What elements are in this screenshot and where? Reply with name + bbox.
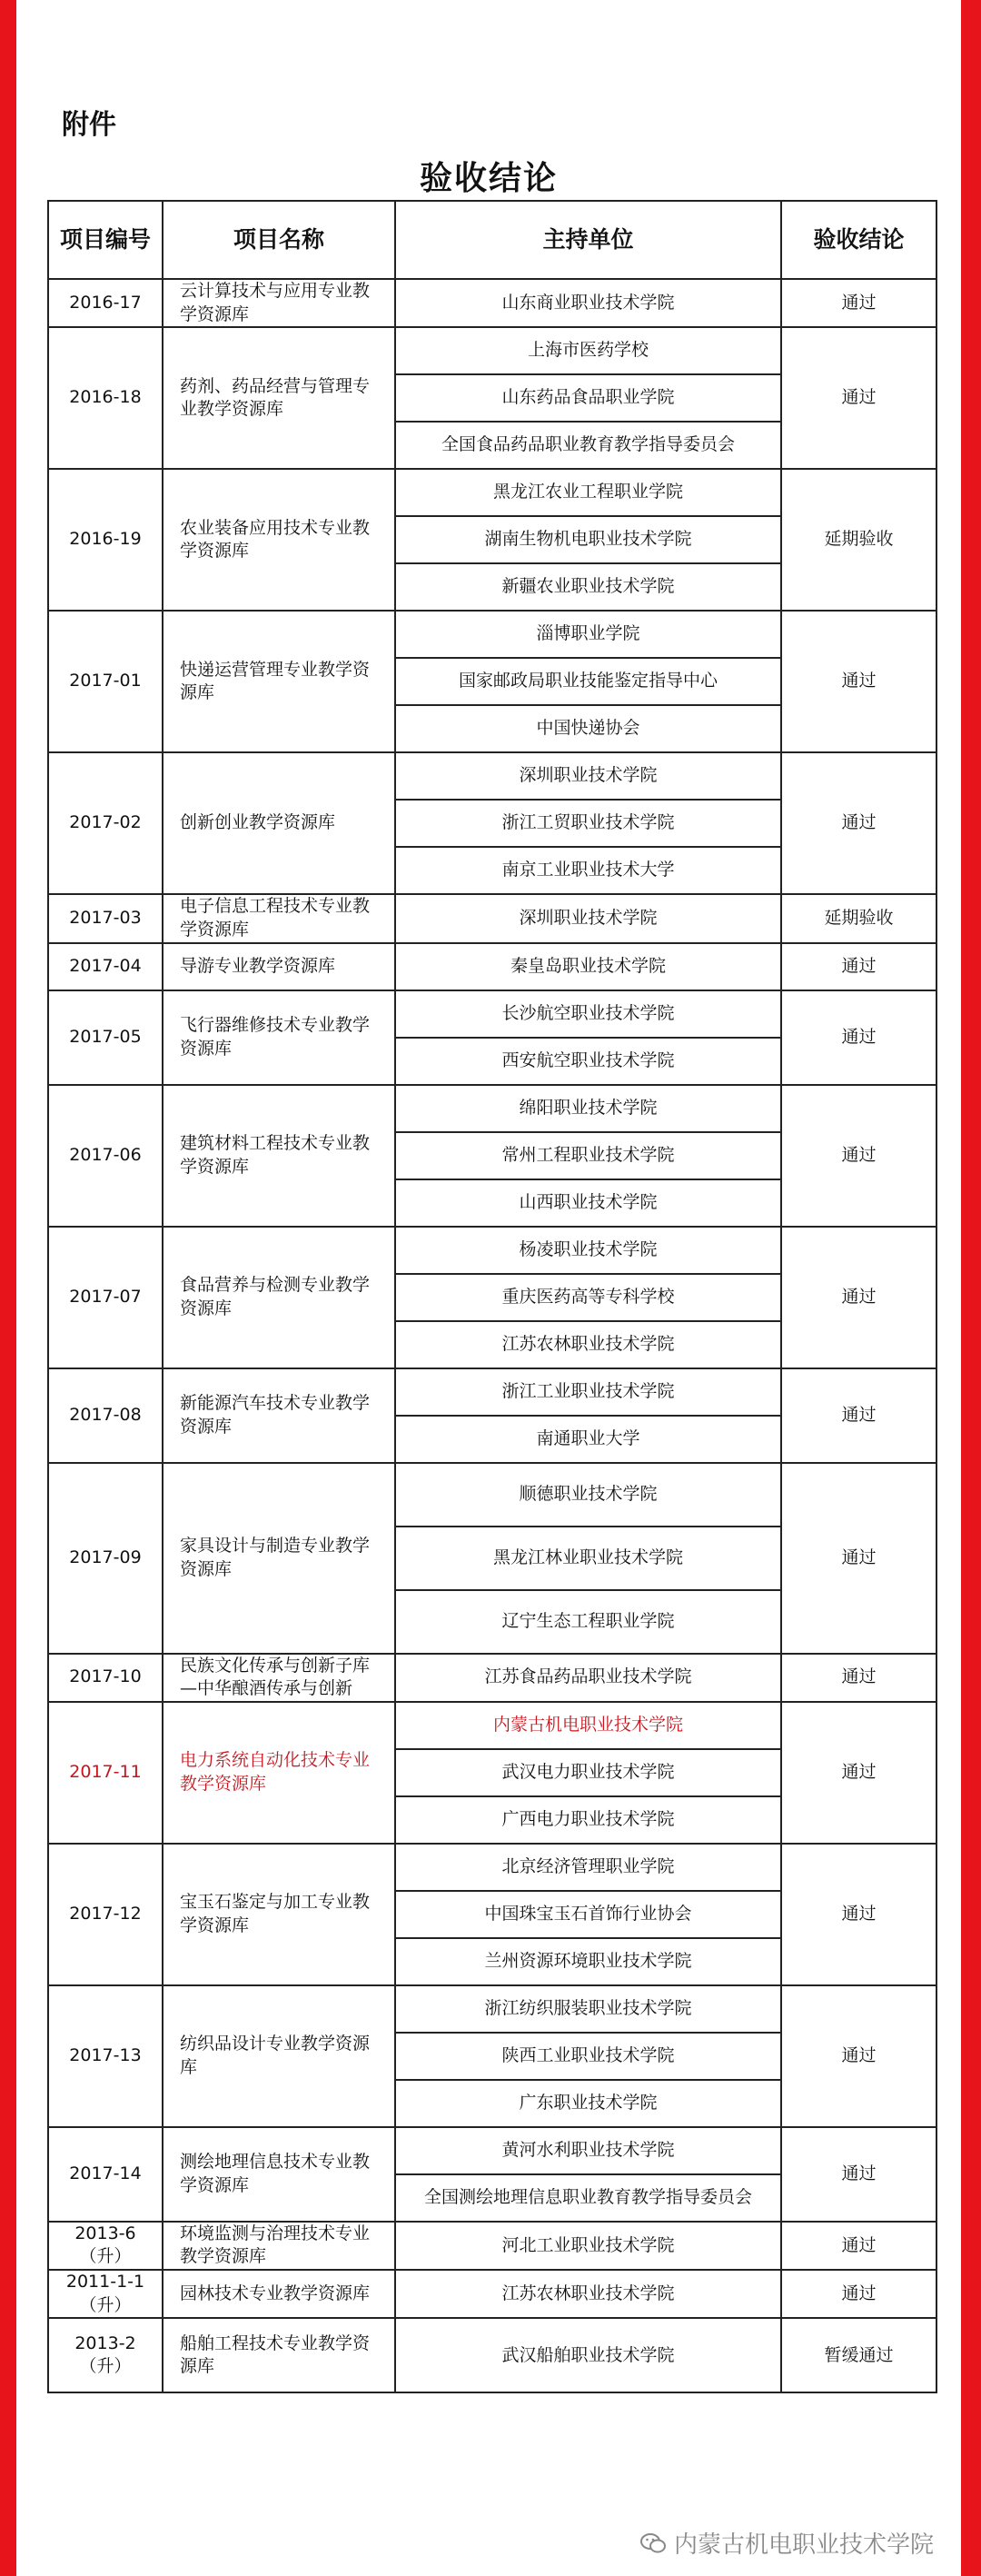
host-unit: 长沙航空职业技术学院 [395, 990, 781, 1038]
page-title: 验收结论 [419, 160, 558, 197]
project-name: 新能源汽车技术专业教学资源库 [163, 1368, 395, 1463]
header-result: 验收结论 [781, 201, 936, 279]
project-name: 创新创业教学资源库 [163, 752, 395, 894]
table-row [48, 1985, 936, 2033]
host-unit: 江苏农林职业技术学院 [395, 2270, 781, 2318]
table-row [48, 1463, 936, 1527]
host-unit: 全国食品药品职业教育教学指导委员会 [395, 422, 781, 469]
project-name: 建筑材料工程技术专业教学资源库 [163, 1085, 395, 1227]
project-name: 宝玉石鉴定与加工专业教学资源库 [163, 1844, 395, 1985]
host-unit: 深圳职业技术学院 [395, 894, 781, 942]
project-code: 2017-04 [48, 943, 163, 990]
host-unit: 河北工业职业技术学院 [395, 2222, 781, 2270]
project-name: 电力系统自动化技术专业教学资源库 [163, 1702, 395, 1844]
project-code: 2013-2（升） [48, 2318, 163, 2392]
table-row [48, 469, 936, 516]
project-name: 电子信息工程技术专业教学资源库 [163, 894, 395, 942]
project-code: 2017-12 [48, 1844, 163, 1985]
host-unit: 黄河水利职业技术学院 [395, 2127, 781, 2174]
project-name: 民族文化传承与创新子库—中华酿酒传承与创新 [163, 1654, 395, 1702]
host-unit: 深圳职业技术学院 [395, 752, 781, 800]
host-unit: 上海市医药学校 [395, 327, 781, 374]
host-unit: 中国珠宝玉石首饰行业协会 [395, 1891, 781, 1938]
host-unit: 山东药品食品职业学院 [395, 374, 781, 422]
project-code: 2017-08 [48, 1368, 163, 1463]
host-unit: 兰州资源环境职业技术学院 [395, 1938, 781, 1985]
project-name: 飞行器维修技术专业教学资源库 [163, 990, 395, 1085]
host-unit: 黑龙江农业工程职业学院 [395, 469, 781, 516]
host-unit: 重庆医药高等专科学校 [395, 1274, 781, 1321]
project-code: 2017-05 [48, 990, 163, 1085]
table-row [48, 894, 936, 942]
table-row [48, 1844, 936, 1891]
host-unit: 内蒙古机电职业技术学院 [395, 1702, 781, 1749]
host-unit: 浙江工业职业技术学院 [395, 1368, 781, 1416]
host-unit: 辽宁生态工程职业学院 [395, 1590, 781, 1654]
project-code: 2017-11 [48, 1702, 163, 1844]
project-name: 食品营养与检测专业教学资源库 [163, 1227, 395, 1368]
header-code: 项目编号 [48, 201, 163, 279]
project-code: 2017-06 [48, 1085, 163, 1227]
table-header-row [48, 201, 936, 279]
host-unit: 淄博职业学院 [395, 611, 781, 658]
project-code: 2017-03 [48, 894, 163, 942]
acceptance-result: 延期验收 [781, 469, 936, 611]
host-unit: 江苏农林职业技术学院 [395, 1321, 781, 1368]
header-unit: 主持单位 [395, 201, 781, 279]
project-name: 云计算技术与应用专业教学资源库 [163, 279, 395, 327]
host-unit: 西安航空职业技术学院 [395, 1038, 781, 1085]
project-name: 快递运营管理专业教学资源库 [163, 611, 395, 752]
project-code: 2017-10 [48, 1654, 163, 1702]
acceptance-result: 通过 [781, 611, 936, 752]
project-code: 2017-13 [48, 1985, 163, 2127]
header-name: 项目名称 [163, 201, 395, 279]
acceptance-result: 通过 [781, 1463, 936, 1654]
acceptance-result: 通过 [781, 1654, 936, 1702]
acceptance-result: 通过 [781, 279, 936, 327]
host-unit: 北京经济管理职业学院 [395, 1844, 781, 1891]
host-unit: 秦皇岛职业技术学院 [395, 943, 781, 990]
project-name: 园林技术专业教学资源库 [163, 2270, 395, 2318]
wechat-icon [639, 2531, 667, 2555]
host-unit: 江苏食品药品职业技术学院 [395, 1654, 781, 1702]
acceptance-result: 通过 [781, 1368, 936, 1463]
table-row [48, 990, 936, 1038]
acceptance-result: 通过 [781, 943, 936, 990]
host-unit: 湖南生物机电职业技术学院 [395, 516, 781, 563]
table-row [48, 2270, 936, 2318]
host-unit: 新疆农业职业技术学院 [395, 563, 781, 611]
project-name: 药剂、药品经营与管理专业教学资源库 [163, 327, 395, 469]
table-row [48, 943, 936, 990]
project-code: 2017-07 [48, 1227, 163, 1368]
project-name: 环境监测与治理技术专业教学资源库 [163, 2222, 395, 2270]
acceptance-result: 通过 [781, 1985, 936, 2127]
project-name: 船舶工程技术专业教学资源库 [163, 2318, 395, 2392]
host-unit: 杨凌职业技术学院 [395, 1227, 781, 1274]
table-row [48, 752, 936, 800]
project-name: 农业装备应用技术专业教学资源库 [163, 469, 395, 611]
project-code: 2017-01 [48, 611, 163, 752]
host-unit: 山东商业职业技术学院 [395, 279, 781, 327]
acceptance-result: 通过 [781, 1844, 936, 1985]
host-unit: 广西电力职业技术学院 [395, 1796, 781, 1844]
host-unit: 南通职业大学 [395, 1416, 781, 1463]
project-code: 2017-09 [48, 1463, 163, 1654]
host-unit: 全国测绘地理信息职业教育教学指导委员会 [395, 2174, 781, 2222]
project-code: 2011-1-1（升） [48, 2270, 163, 2318]
project-code: 2016-19 [48, 469, 163, 611]
table-row [48, 1227, 936, 1274]
host-unit: 常州工程职业技术学院 [395, 1132, 781, 1179]
host-unit: 绵阳职业技术学院 [395, 1085, 781, 1132]
host-unit: 中国快递协会 [395, 705, 781, 752]
project-code: 2017-14 [48, 2127, 163, 2222]
acceptance-result: 通过 [781, 2127, 936, 2222]
table-row [48, 1654, 936, 1702]
host-unit: 黑龙江林业职业技术学院 [395, 1527, 781, 1590]
table-row [48, 1368, 936, 1416]
host-unit: 武汉船舶职业技术学院 [395, 2318, 781, 2392]
table-row [48, 1085, 936, 1132]
acceptance-result: 延期验收 [781, 894, 936, 942]
watermark [639, 2526, 934, 2560]
project-code: 2016-17 [48, 279, 163, 327]
host-unit: 顺德职业技术学院 [395, 1463, 781, 1527]
acceptance-result: 通过 [781, 327, 936, 469]
table-row [48, 327, 936, 374]
host-unit: 浙江纺织服装职业技术学院 [395, 1985, 781, 2033]
host-unit: 广东职业技术学院 [395, 2080, 781, 2127]
acceptance-table [47, 200, 937, 2393]
host-unit: 陕西工业职业技术学院 [395, 2033, 781, 2080]
project-code: 2013-6（升） [48, 2222, 163, 2270]
table-body [48, 279, 936, 2392]
project-name: 纺织品设计专业教学资源库 [163, 1985, 395, 2127]
document-page [16, 0, 961, 2576]
table-row [48, 2318, 936, 2392]
project-name: 家具设计与制造专业教学资源库 [163, 1463, 395, 1654]
acceptance-result: 通过 [781, 2270, 936, 2318]
acceptance-result: 通过 [781, 1085, 936, 1227]
project-name: 测绘地理信息技术专业教学资源库 [163, 2127, 395, 2222]
acceptance-result: 通过 [781, 990, 936, 1085]
project-code: 2016-18 [48, 327, 163, 469]
table-row [48, 611, 936, 658]
watermark-text: 内蒙古机电职业技术学院 [673, 2531, 934, 2559]
acceptance-result: 通过 [781, 752, 936, 894]
acceptance-result: 暂缓通过 [781, 2318, 936, 2392]
host-unit: 浙江工贸职业技术学院 [395, 800, 781, 847]
project-name: 导游专业教学资源库 [163, 943, 395, 990]
table-row [48, 279, 936, 327]
attachment-label: 附件 [62, 109, 116, 141]
host-unit: 山西职业技术学院 [395, 1179, 781, 1227]
table-row [48, 2127, 936, 2174]
table-row [48, 2222, 936, 2270]
host-unit: 武汉电力职业技术学院 [395, 1749, 781, 1796]
host-unit: 南京工业职业技术大学 [395, 847, 781, 894]
table-row [48, 1702, 936, 1749]
acceptance-result: 通过 [781, 1227, 936, 1368]
acceptance-result: 通过 [781, 1702, 936, 1844]
acceptance-result: 通过 [781, 2222, 936, 2270]
project-code: 2017-02 [48, 752, 163, 894]
host-unit: 国家邮政局职业技能鉴定指导中心 [395, 658, 781, 705]
